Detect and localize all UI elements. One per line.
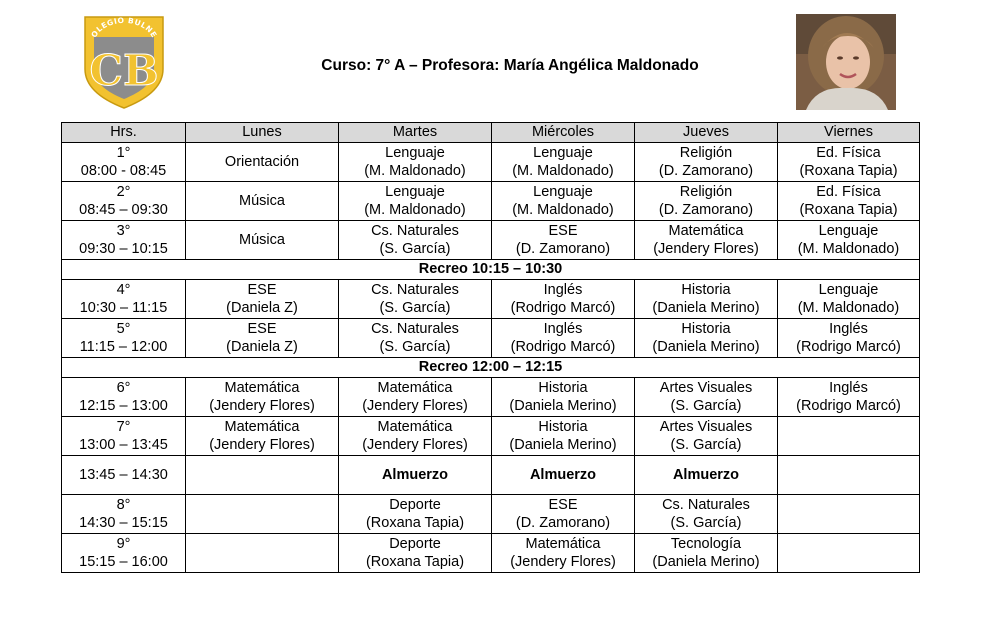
- subject: Ed. Física: [816, 183, 881, 200]
- subject: Inglés: [829, 379, 868, 396]
- period-number: 6°: [116, 379, 131, 396]
- class-cell-viernes: [778, 143, 920, 182]
- teacher: (S. García): [379, 300, 451, 316]
- teacher: (Jendery Flores): [209, 437, 315, 453]
- class-cell-lunes: [186, 534, 339, 573]
- teacher: (S. García): [670, 398, 742, 414]
- period-time-cell: [62, 495, 186, 534]
- teacher: (M. Maldonado): [797, 300, 900, 316]
- class-cell-jueves: [635, 495, 778, 534]
- teacher: (Daniela Merino): [652, 554, 760, 570]
- subject: Historia: [681, 281, 731, 298]
- teacher: (Daniela Merino): [509, 398, 617, 414]
- subject: Matemática: [377, 418, 453, 435]
- class-cell-viernes: [778, 280, 920, 319]
- period-row: [62, 143, 920, 182]
- logo-monogram: CB: [89, 46, 159, 95]
- subject: Historia: [538, 379, 588, 396]
- teacher: (Jendery Flores): [362, 398, 468, 414]
- class-cell-viernes: [778, 417, 920, 456]
- class-cell-viernes: [778, 378, 920, 417]
- class-cell-viernes: [778, 221, 920, 260]
- subject: Religión: [679, 183, 733, 200]
- period-row: [62, 280, 920, 319]
- period-row: [62, 417, 920, 456]
- period-time: 09:30 – 10:15: [79, 241, 168, 257]
- teacher: (S. García): [670, 437, 742, 453]
- subject: ESE: [548, 222, 578, 239]
- period-row: [62, 221, 920, 260]
- class-cell-martes: [339, 319, 492, 358]
- teacher: (S. García): [670, 515, 742, 531]
- header-martes: Martes: [339, 123, 492, 143]
- teacher: (M. Maldonado): [364, 202, 466, 218]
- class-cell-lunes: [186, 417, 339, 456]
- period-row: [62, 182, 920, 221]
- teacher: (D. Zamorano): [658, 202, 754, 218]
- class-cell-jueves: [635, 182, 778, 221]
- subject: Tecnología: [670, 535, 742, 552]
- header-miercoles: Miércoles: [492, 123, 635, 143]
- logo-school-name: OLEGIO BULNE: [89, 15, 159, 40]
- teacher: (Rodrigo Marcó): [510, 339, 616, 355]
- subject: Religión: [679, 144, 733, 161]
- class-cell-lunes: [186, 456, 339, 495]
- class-cell-lunes: [186, 495, 339, 534]
- teacher: (Jendery Flores): [362, 437, 468, 453]
- subject: Cs. Naturales: [371, 281, 459, 298]
- period-time: 12:15 – 13:00: [79, 398, 168, 414]
- teacher: (Jendery Flores): [510, 554, 616, 570]
- recreo-label: Recreo 12:00 – 12:15: [62, 358, 920, 378]
- class-cell-jueves: [635, 280, 778, 319]
- subject: Almuerzo: [529, 466, 597, 483]
- period-time-cell: [62, 319, 186, 358]
- teacher: (Daniela Z): [226, 300, 298, 316]
- teacher: (M. Maldonado): [797, 241, 900, 257]
- subject: Cs. Naturales: [371, 320, 459, 337]
- period-time-cell: [62, 143, 186, 182]
- period-number: 7°: [116, 418, 131, 435]
- teacher: (S. García): [379, 241, 451, 257]
- class-cell-martes: [339, 143, 492, 182]
- class-cell-martes: [339, 280, 492, 319]
- subject: ESE: [247, 320, 277, 337]
- teacher: (S. García): [379, 339, 451, 355]
- class-cell-miercoles: [492, 534, 635, 573]
- period-time: 14:30 – 15:15: [79, 515, 168, 531]
- period-number: 4°: [116, 281, 131, 298]
- subject: Inglés: [543, 320, 583, 337]
- header-hrs: Hrs.: [62, 123, 186, 143]
- period-row: [62, 534, 920, 573]
- recreo-row: [62, 260, 920, 280]
- period-number: 9°: [116, 535, 131, 552]
- period-time: 08:00 - 08:45: [80, 163, 167, 179]
- schedule-table: [61, 122, 920, 573]
- period-time: 10:30 – 11:15: [79, 300, 168, 316]
- period-row: [62, 495, 920, 534]
- teacher: (Roxana Tapia): [799, 202, 898, 218]
- class-cell-miercoles: [492, 280, 635, 319]
- subject: Matemática: [224, 418, 300, 435]
- header-viernes: Viernes: [778, 123, 920, 143]
- class-cell-martes: [339, 495, 492, 534]
- period-time-cell: [62, 456, 186, 495]
- teacher: (Rodrigo Marcó): [510, 300, 616, 316]
- teacher: (Jendery Flores): [209, 398, 315, 414]
- teacher: (Roxana Tapia): [365, 515, 465, 531]
- class-cell-jueves: [635, 221, 778, 260]
- class-cell-jueves: [635, 417, 778, 456]
- subject: Matemática: [224, 379, 300, 396]
- subject: Lenguaje: [818, 222, 879, 239]
- class-cell-martes: [339, 221, 492, 260]
- lunch-row: [62, 456, 920, 495]
- teacher: (M. Maldonado): [512, 202, 614, 218]
- period-time-cell: [62, 534, 186, 573]
- class-cell-jueves: [635, 456, 778, 495]
- class-cell-miercoles: [492, 221, 635, 260]
- subject: Música: [239, 231, 285, 248]
- period-time-cell: [62, 280, 186, 319]
- teacher: (Roxana Tapia): [365, 554, 465, 570]
- school-logo: [82, 11, 166, 109]
- teacher: (Daniela Z): [226, 339, 298, 355]
- subject: Música: [239, 192, 285, 209]
- header-row: [62, 123, 920, 143]
- class-cell-miercoles: [492, 182, 635, 221]
- class-cell-martes: [339, 378, 492, 417]
- period-time: 13:45 – 14:30: [79, 466, 168, 483]
- class-cell-lunes: [186, 280, 339, 319]
- subject: Matemática: [377, 379, 453, 396]
- subject: Lenguaje: [533, 144, 593, 161]
- subject: Inglés: [829, 320, 868, 337]
- class-cell-martes: [339, 456, 492, 495]
- subject: Inglés: [543, 281, 583, 298]
- class-cell-jueves: [635, 319, 778, 358]
- period-number: 1°: [116, 144, 131, 161]
- header-jueves: Jueves: [635, 123, 778, 143]
- subject: Artes Visuales: [659, 379, 753, 396]
- class-cell-lunes: [186, 319, 339, 358]
- class-cell-martes: [339, 417, 492, 456]
- recreo-label: Recreo 10:15 – 10:30: [62, 260, 920, 280]
- class-cell-jueves: [635, 143, 778, 182]
- teacher: (Daniela Merino): [509, 437, 617, 453]
- class-cell-martes: [339, 182, 492, 221]
- subject: Matemática: [668, 222, 744, 239]
- class-cell-jueves: [635, 534, 778, 573]
- class-cell-viernes: [778, 182, 920, 221]
- class-cell-viernes: [778, 456, 920, 495]
- teacher: (Jendery Flores): [653, 241, 759, 257]
- class-cell-viernes: [778, 319, 920, 358]
- class-cell-lunes: [186, 182, 339, 221]
- class-cell-miercoles: [492, 378, 635, 417]
- teacher: (D. Zamorano): [658, 163, 754, 179]
- schedule-body: [62, 143, 920, 573]
- header-lunes: Lunes: [186, 123, 339, 143]
- period-time: 15:15 – 16:00: [79, 554, 168, 570]
- teacher: (Daniela Merino): [652, 300, 760, 316]
- period-number: 2°: [116, 183, 131, 200]
- subject: Artes Visuales: [659, 418, 753, 435]
- period-row: [62, 378, 920, 417]
- period-time-cell: [62, 417, 186, 456]
- class-cell-jueves: [635, 378, 778, 417]
- subject: Deporte: [389, 535, 441, 552]
- teacher: (M. Maldonado): [512, 163, 614, 179]
- teacher: (Rodrigo Marcó): [796, 398, 901, 414]
- class-cell-lunes: [186, 143, 339, 182]
- class-cell-miercoles: [492, 319, 635, 358]
- class-cell-miercoles: [492, 456, 635, 495]
- subject: ESE: [247, 281, 277, 298]
- period-time: 11:15 – 12:00: [79, 339, 168, 355]
- subject: Ed. Física: [816, 144, 881, 161]
- teacher: (D. Zamorano): [515, 515, 611, 531]
- class-cell-martes: [339, 534, 492, 573]
- subject: Lenguaje: [818, 281, 879, 298]
- teacher: (M. Maldonado): [364, 163, 466, 179]
- subject: Lenguaje: [385, 144, 445, 161]
- period-time: 08:45 – 09:30: [79, 202, 168, 218]
- subject: Cs. Naturales: [662, 496, 750, 513]
- period-time-cell: [62, 221, 186, 260]
- page-title: Curso: 7° A – Profesora: María Angélica Maldonado: [321, 57, 699, 74]
- class-cell-viernes: [778, 534, 920, 573]
- class-cell-lunes: [186, 378, 339, 417]
- subject: Almuerzo: [672, 466, 740, 483]
- subject: Deporte: [389, 496, 441, 513]
- teacher: (Daniela Merino): [652, 339, 760, 355]
- subject: Cs. Naturales: [371, 222, 459, 239]
- subject: Lenguaje: [385, 183, 445, 200]
- class-cell-miercoles: [492, 495, 635, 534]
- class-cell-viernes: [778, 495, 920, 534]
- teacher: (D. Zamorano): [515, 241, 611, 257]
- period-time-cell: [62, 182, 186, 221]
- teacher: (Rodrigo Marcó): [796, 339, 901, 355]
- class-cell-miercoles: [492, 417, 635, 456]
- subject: Matemática: [525, 535, 601, 552]
- period-number: 5°: [116, 320, 131, 337]
- class-cell-lunes: [186, 221, 339, 260]
- period-number: 8°: [116, 496, 131, 513]
- subject: Orientación: [224, 153, 300, 170]
- teacher: (Roxana Tapia): [799, 163, 898, 179]
- period-time: 13:00 – 13:45: [79, 437, 168, 453]
- subject: Historia: [538, 418, 588, 435]
- period-number: 3°: [116, 222, 131, 239]
- subject: Lenguaje: [533, 183, 593, 200]
- period-row: [62, 319, 920, 358]
- subject: Historia: [681, 320, 731, 337]
- class-cell-miercoles: [492, 143, 635, 182]
- subject: ESE: [548, 496, 578, 513]
- subject: Almuerzo: [381, 466, 449, 483]
- period-time-cell: [62, 378, 186, 417]
- recreo-row: [62, 358, 920, 378]
